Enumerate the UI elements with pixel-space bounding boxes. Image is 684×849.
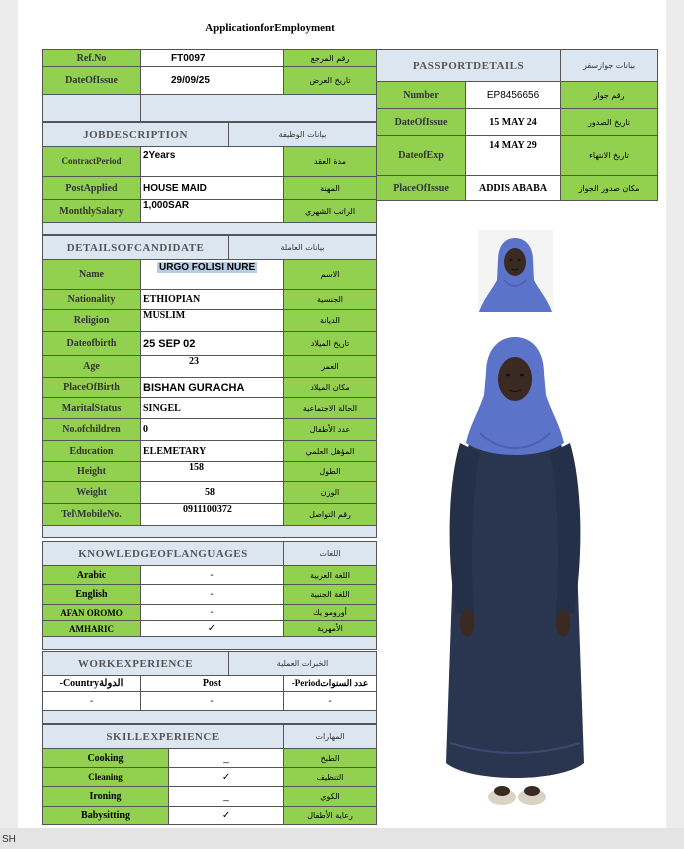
lang-oromo-value: - — [141, 605, 284, 621]
doi-ar: تاريخ العرض — [284, 67, 377, 95]
portrait-photo — [478, 230, 553, 312]
work-country-value: - — [43, 692, 141, 711]
nationality-ar: الجنسية — [284, 290, 377, 310]
pob-ar: مكان الميلاد — [284, 378, 377, 398]
height-value: 158 — [141, 462, 284, 482]
passport-table — [376, 49, 658, 201]
passport-place-label: PlaceOfIssue — [377, 176, 466, 201]
work-post-value: - — [141, 692, 284, 711]
skill-ironing-ar: الكوي — [284, 787, 377, 807]
passport-header: PASSPORTDETAILS — [377, 50, 561, 82]
passport-header-ar: بيانات جوازسفر — [561, 50, 658, 82]
work-header: WORKEXPERIENCE — [43, 652, 229, 676]
dob-ar: تاريخ الميلاد — [284, 332, 377, 356]
weight-ar: الوزن — [284, 482, 377, 504]
doi-value: 29/09/25 — [141, 67, 284, 95]
passport-exp-label: DateofExp — [377, 136, 466, 176]
skill-cooking-ar: الطبخ — [284, 749, 377, 768]
skill-cleaning-label: Cleaning — [43, 768, 169, 787]
religion-value: MUSLIM — [141, 310, 284, 332]
age-label: Age — [43, 356, 141, 378]
weight-value: 58 — [141, 482, 284, 504]
spacer-cell — [141, 95, 377, 122]
spacer-cell — [43, 95, 141, 122]
name-value — [141, 260, 284, 290]
skill-ironing-value: _ — [169, 787, 284, 807]
name-label: Name — [43, 260, 141, 290]
passport-issue-ar: تاريخ الصدور — [561, 109, 658, 136]
passport-number-ar: رقم جواز — [561, 82, 658, 109]
ref-ar: رقم المرجع — [284, 50, 377, 67]
age-ar: العمر — [284, 356, 377, 378]
dob-value: 25 SEP 02 — [141, 332, 284, 356]
skill-babysitting-ar: رعاية الأطفال — [284, 807, 377, 825]
lang-english-label: English — [43, 585, 141, 605]
full-length-photo — [440, 333, 590, 817]
tel-ar: رقم التواصل — [284, 504, 377, 526]
lang-oromo-label: AFAN OROMO — [43, 605, 141, 621]
work-table — [42, 651, 377, 724]
lang-arabic-value: - — [141, 566, 284, 585]
passport-issue-value: 15 MAY 24 — [466, 109, 561, 136]
post-value: HOUSE MAID — [141, 177, 284, 200]
children-value: 0 — [141, 419, 284, 441]
post-label: PostApplied — [43, 177, 141, 200]
post-ar: المهنة — [284, 177, 377, 200]
work-period-value: - — [284, 692, 377, 711]
passport-number-label: Number — [377, 82, 466, 109]
lang-arabic-ar: اللغة العربية — [284, 566, 377, 585]
work-col-post: Post — [141, 676, 284, 692]
work-col-country: -Countryالدولة — [43, 676, 141, 692]
pob-value: BISHAN GURACHA — [141, 378, 284, 398]
candidate-header-ar: بيانات العاملة — [229, 236, 377, 260]
lang-amharic-ar: الأمهرية — [284, 621, 377, 637]
name-highlight: URGO FOLISI NURE — [159, 262, 256, 273]
work-col-period: -Periodعدد السنوات — [284, 676, 377, 692]
spacer-cell — [43, 526, 377, 538]
contract-ar: مدة العقد — [284, 147, 377, 177]
marital-label: MaritalStatus — [43, 398, 141, 419]
candidate-header: DETAILSOFCANDIDATE — [43, 236, 229, 260]
doi-label: DateOfIssue — [43, 67, 141, 95]
skill-babysitting-label: Babysitting — [43, 807, 169, 825]
lang-english-value: - — [141, 585, 284, 605]
passport-exp-ar: تاريخ الانتهاء — [561, 136, 658, 176]
age-value: 23 — [141, 356, 284, 378]
spacer-cell — [43, 223, 377, 235]
nationality-value: ETHIOPIAN — [141, 290, 284, 310]
tel-value: 0911100372 — [141, 504, 284, 526]
passport-number-value: EP8456656 — [466, 82, 561, 109]
skills-header-ar: المهارات — [284, 725, 377, 749]
skill-cleaning-ar: التنظيف — [284, 768, 377, 787]
nationality-label: Nationality — [43, 290, 141, 310]
lang-arabic-label: Arabic — [43, 566, 141, 585]
skills-header: SKILLEXPERIENCE — [43, 725, 284, 749]
spacer-cell — [43, 637, 377, 650]
job-header-ar: بيانات الوظيفة — [229, 123, 377, 147]
languages-table — [42, 541, 377, 650]
weight-label: Weight — [43, 482, 141, 504]
lang-oromo-ar: أورومو يك — [284, 605, 377, 621]
salary-label: MonthlySalary — [43, 200, 141, 223]
ref-table — [42, 49, 377, 122]
passport-exp-value: 14 MAY 29 — [466, 136, 561, 176]
job-table — [42, 122, 377, 235]
education-value: ELEMETARY — [141, 441, 284, 462]
children-ar: عدد الأطفال — [284, 419, 377, 441]
candidate-table — [42, 235, 377, 538]
skill-cleaning-check: ✓ — [169, 768, 284, 787]
bottom-strip — [0, 828, 684, 849]
skill-cooking-label: Cooking — [43, 749, 169, 768]
education-label: Education — [43, 441, 141, 462]
height-label: Height — [43, 462, 141, 482]
religion-label: Religion — [43, 310, 141, 332]
lang-amharic-label: AMHARIC — [43, 621, 141, 637]
skill-cooking-value: _ — [169, 749, 284, 768]
lang-english-ar: اللغة الجنبية — [284, 585, 377, 605]
pob-label: PlaceOfBirth — [43, 378, 141, 398]
contract-label: ContractPeriod — [43, 147, 141, 177]
children-label: No.ofchildren — [43, 419, 141, 441]
contract-value: 2Years — [141, 147, 284, 177]
job-header: JOBDESCRIPTION — [43, 123, 229, 147]
marital-ar: الحالة الاجتماعية — [284, 398, 377, 419]
height-ar: الطول — [284, 462, 377, 482]
salary-value: 1,000SAR — [141, 200, 284, 223]
work-header-ar: الخبرات العملية — [229, 652, 377, 676]
lang-amharic-check: ✓ — [141, 621, 284, 637]
ref-value: FT0097 — [141, 50, 284, 67]
bottom-text: SH — [2, 834, 16, 845]
ref-label: Ref.No — [43, 50, 141, 67]
languages-header-ar: اللغات — [284, 542, 377, 566]
dob-label: Dateofbirth — [43, 332, 141, 356]
document-title: ApplicationforEmployment — [205, 22, 335, 34]
education-ar: المؤهل العلمي — [284, 441, 377, 462]
tel-label: Tel\MobileNo. — [43, 504, 141, 526]
passport-place-value: ADDIS ABABA — [466, 176, 561, 201]
marital-value: SINGEL — [141, 398, 284, 419]
religion-ar: الديانة — [284, 310, 377, 332]
passport-place-ar: مكان صدور الجواز — [561, 176, 658, 201]
skill-babysitting-check: ✓ — [169, 807, 284, 825]
passport-issue-label: DateOfIssue — [377, 109, 466, 136]
skill-ironing-label: Ironing — [43, 787, 169, 807]
spacer-cell — [43, 711, 377, 724]
name-ar: الاسم — [284, 260, 377, 290]
skills-table — [42, 724, 377, 825]
languages-header: KNOWLEDGEOFLANGUAGES — [43, 542, 284, 566]
salary-ar: الراتب الشهري — [284, 200, 377, 223]
